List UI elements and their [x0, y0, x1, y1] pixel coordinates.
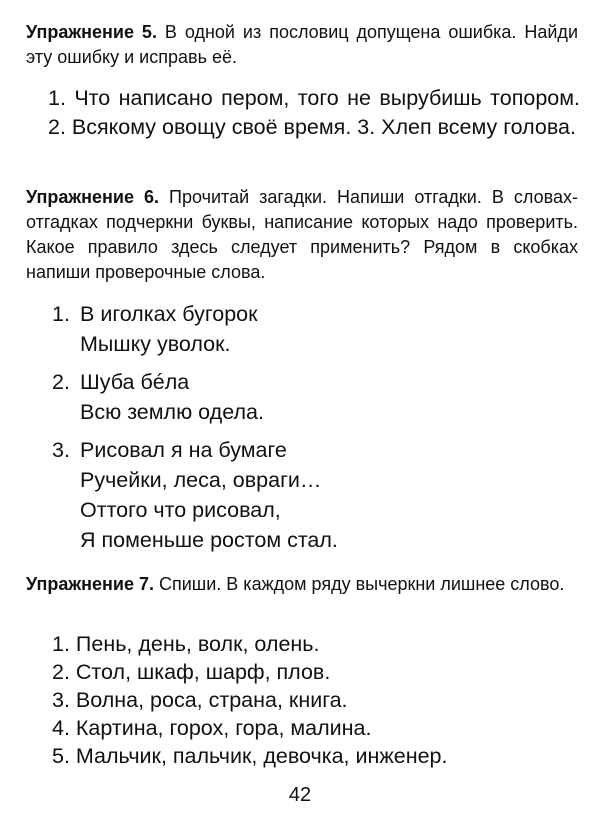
exercise-6-title: Упражнение 6. [26, 187, 160, 207]
riddle-2 [52, 367, 264, 427]
word-row: 4. Картина, горох, гора, малина. [52, 716, 372, 740]
riddle-number: 1. [52, 302, 70, 326]
exercise-7-task: Спиши. В каждом ряду вычеркни лишнее слово. [154, 574, 565, 594]
riddle-line: Оттого что рисовал, [80, 498, 281, 522]
exercise-7-heading [26, 572, 578, 597]
word-row: 2. Стол, шкаф, шарф, плов. [52, 660, 331, 684]
riddle-line: Рисовал я на бумаге [80, 438, 287, 462]
exercise-7-title: Упражнение 7. [26, 574, 154, 594]
exercise-6-heading [26, 185, 578, 285]
riddle-line: Мышку уволок. [80, 332, 231, 356]
exercise-5-proverbs: 1. Что написано пером, того не вырубишь топором. 2. Всякому овощу своё время. 3. Хлеп всему голова. [48, 86, 580, 139]
exercise-5-task: В одной из пословиц допущена ошибка. Найди эту ошибку и исправь её. [26, 22, 578, 67]
riddle-number: 2. [52, 370, 70, 394]
riddle-line: Всю землю одела. [80, 400, 264, 424]
riddle-line: Шуба бéла [80, 370, 190, 394]
riddle-line: Ручейки, леса, овраги… [80, 468, 322, 492]
exercise-6-task: Прочитай загадки. Напиши отгадки. В словах-отгадках подчеркни буквы, написание которых надо проверить. Какое правило здесь следует применить? Рядом в скобках напиши проверочные слова. [26, 187, 578, 282]
exercise-5-title: Упражнение 5. [26, 22, 157, 42]
riddle-line: Я поменьше ростом стал. [80, 528, 338, 552]
riddle-line: В иголках бугорок [80, 302, 258, 326]
word-row: 3. Волна, роса, страна, книга. [52, 688, 348, 712]
word-row: 5. Мальчик, пальчик, девочка, инженер. [52, 744, 448, 768]
exercise-7-word-rows [52, 630, 448, 770]
riddle-3 [52, 435, 338, 555]
exercise-5-heading [26, 20, 578, 70]
riddle-1 [52, 299, 258, 359]
page-number: 42 [288, 784, 312, 806]
riddle-number: 3. [52, 438, 70, 462]
word-row: 1. Пень, день, волк, олень. [52, 632, 320, 656]
